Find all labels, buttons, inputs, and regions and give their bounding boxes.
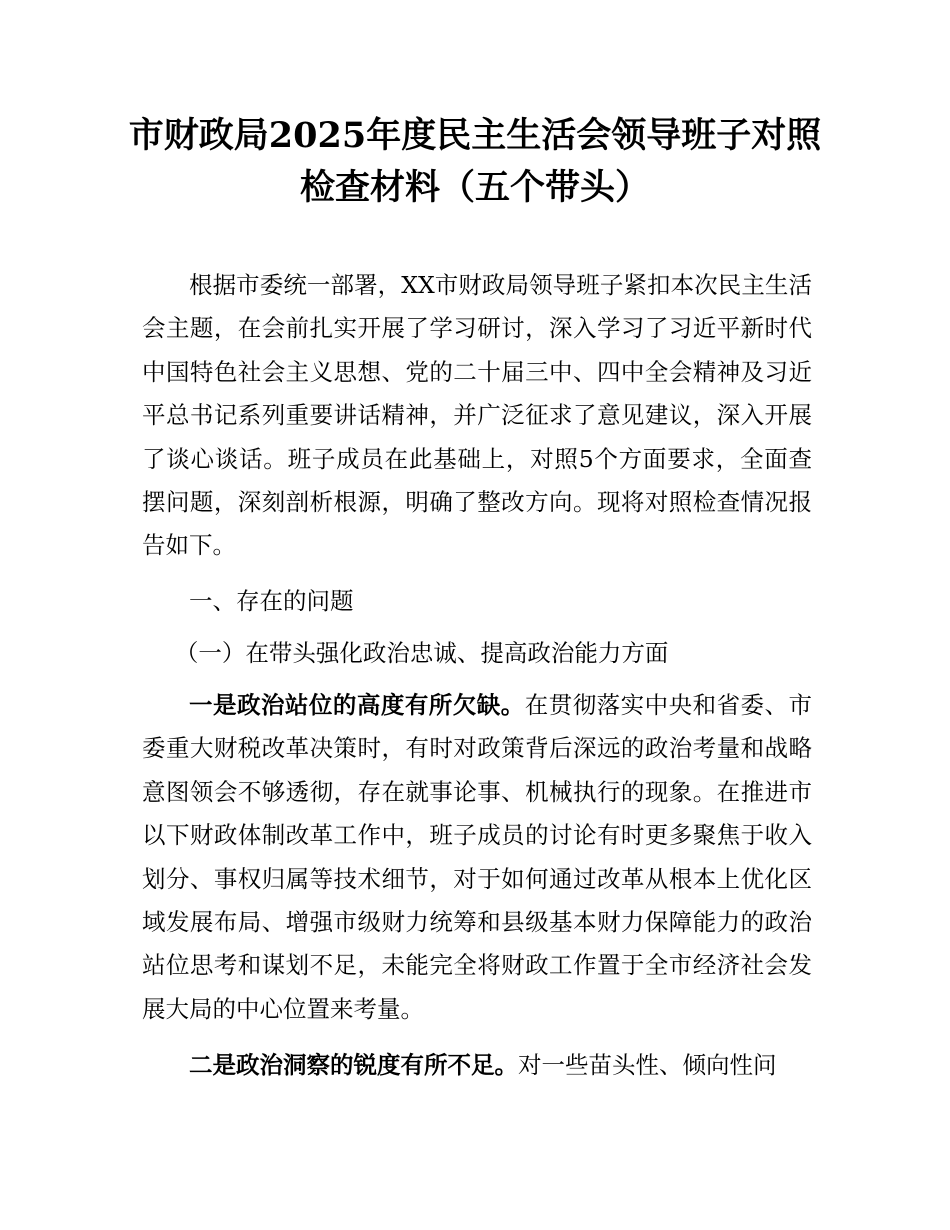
point-2-text: 对一些苗头性、倾向性问: [518, 1051, 777, 1079]
section-heading-problems: 一、存在的问题: [189, 587, 354, 615]
document-title-line-1: 市财政局2025年度民主生活会领导班子对照: [128, 115, 822, 156]
point-2-paragraph: [142, 1044, 812, 1087]
subsection-heading-political-loyalty: （一）在带头强化政治忠诚、提高政治能力方面: [174, 639, 669, 667]
point-1-lead: 一是政治站位的高度有所欠缺。: [189, 691, 525, 719]
point-1-text: 在贯彻落实中央和省委、市委重大财税改革决策时，有时对政策背后深远的政治考量和战略意图领会不够透彻，存在就事论事、机械执行的现象。在推进市以下财政体制改革工作中，班子成员的讨论有时更多聚焦于收入划分、事权归属等技术细节，对于如何通过改革从根本上优化区域发展布局、增强市级财力统筹和县级基本财力保障能力的政治站位思考和谋划不足，未能完全将财政工作置于全市经济社会发展大局的中心位置来考量。: [142, 691, 813, 1023]
document-title-line-2: 检查材料（五个带头）: [299, 167, 650, 208]
point-2-lead: 二是政治洞察的锐度有所不足。: [189, 1051, 518, 1079]
point-1-paragraph: [142, 684, 812, 1031]
intro-paragraph: 根据市委统一部署，XX市财政局领导班子紧扣本次民主生活会主题，在会前扎实开展了学习研讨，深入学习了习近平新时代中国特色社会主义思想、党的二十届三中、四中全会精神及习近平总书记系列重要讲话精神，并广泛征求了意见建议，深入开展了谈心谈话。班子成员在此基础上，对照5个方面要求，全面查摆问题，深刻剖析根源，明确了整改方向。现将对照检查情况报告如下。: [142, 271, 812, 560]
